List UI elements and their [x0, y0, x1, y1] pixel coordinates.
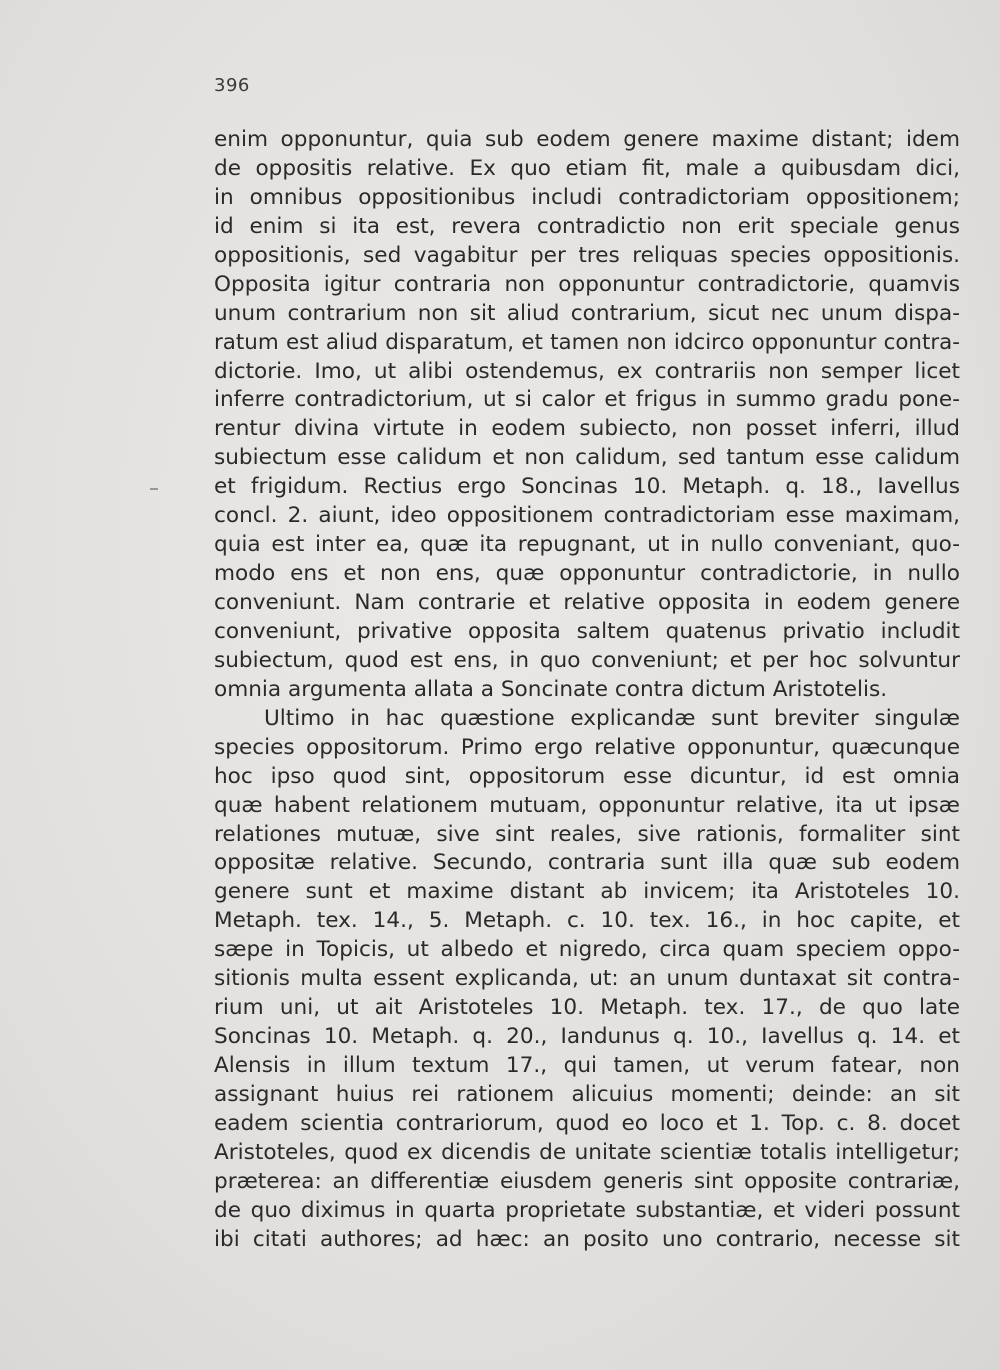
text-line: Metaph. tex. 14., 5. Metaph. c. 10. tex. 16., in hoc capite, et	[214, 908, 960, 934]
text-line: præterea: an differentiæ eiusdem generis sint opposite contrariæ,	[214, 1168, 960, 1194]
text-line: conveniunt. Nam contrarie et relative opposita in eodem genere	[214, 590, 960, 615]
text-line: quia est inter ea, quæ ita repugnant, ut in nullo conveniant, quo-	[214, 532, 960, 558]
page-number: 396	[214, 75, 250, 96]
margin-mark	[150, 488, 158, 490]
text-line: et frigidum. Rectius ergo Soncinas 10. Metaph. q. 18., Iavellus	[214, 474, 960, 500]
text-line: Soncinas 10. Metaph. q. 20., Iandunus q. 10., Iavellus q. 14. et	[214, 1024, 960, 1050]
text-line: eadem scientia contrariorum, quod eo loco et 1. Top. c. 8. docet	[214, 1110, 960, 1136]
text-line: inferre contradictorium, ut si calor et frigus in summo gradu pone-	[214, 387, 960, 413]
text-line: hoc ipso quod sint, oppositorum esse dicuntur, id est omnia	[214, 763, 960, 789]
text-line: quæ habent relationem mutuam, opponuntur relative, ita ut ipsæ	[214, 792, 960, 818]
text-line: genere sunt et maxime distant ab invicem; ita Aristoteles 10.	[214, 879, 960, 905]
text-line: dictorie. Imo, ut alibi ostendemus, ex contrariis non semper licet	[214, 358, 960, 384]
body-text	[214, 126, 960, 1255]
paragraph-end-line: omnia argumenta allata a Soncinate contra dictum Aristotelis.	[214, 676, 888, 702]
text-line: rium uni, ut ait Aristoteles 10. Metaph. tex. 17., de quo late	[214, 995, 960, 1021]
text-line: sitionis multa essent explicanda, ut: an unum duntaxat sit contra-	[214, 966, 960, 992]
text-line: de oppositis relative. Ex quo etiam fit, male a quibusdam dici,	[214, 155, 960, 181]
text-line: Opposita igitur contraria non opponuntur contradictorie, quamvis	[214, 271, 960, 297]
text-line: rentur divina virtute in eodem subiecto, non posset inferri, illud	[214, 416, 960, 442]
text-line: relationes mutuæ, sive sint reales, sive rationis, formaliter sint	[214, 821, 960, 847]
text-line: Aristoteles, quod ex dicendis de unitate scientiæ totalis intelligetur;	[214, 1139, 960, 1165]
text-line: sæpe in Topicis, ut albedo et nigredo, circa quam speciem oppo-	[214, 937, 960, 963]
text-line: ratum est aliud disparatum, et tamen non idcirco opponuntur contra-	[214, 329, 960, 355]
text-line: oppositionis, sed vagabitur per tres reliquas species oppositionis.	[214, 242, 960, 268]
text-line: assignant huius rei rationem alicuius momenti; deinde: an sit	[214, 1081, 960, 1107]
text-line: concl. 2. aiunt, ideo oppositionem contradictoriam esse maximam,	[214, 503, 960, 529]
paragraph-start-line: Ultimo in hac quæstione explicandæ sunt breviter singulæ	[264, 705, 960, 731]
text-line: de quo diximus in quarta proprietate substantiæ, et videri possunt	[214, 1197, 960, 1223]
text-line: subiectum esse calidum et non calidum, sed tantum esse calidum	[214, 445, 960, 471]
text-line: unum contrarium non sit aliud contrarium, sicut nec unum dispa-	[214, 300, 960, 326]
text-line: modo ens et non ens, quæ opponuntur contradictorie, in nullo	[214, 561, 960, 587]
text-line: id enim si ita est, revera contradictio non erit speciale genus	[214, 213, 960, 239]
text-line: enim opponuntur, quia sub eodem genere maxime distant; idem	[214, 127, 960, 152]
text-line: in omnibus oppositionibus includi contradictoriam oppositionem;	[214, 184, 960, 210]
text-line: species oppositorum. Primo ergo relative opponuntur, quæcunque	[214, 734, 960, 760]
text-line: ibi citati authores; ad hæc: an posito uno contrario, necesse sit	[214, 1226, 960, 1252]
text-line: subiectum, quod est ens, in quo conveniunt; et per hoc solvuntur	[214, 647, 960, 673]
text-line: conveniunt, privative opposita saltem quatenus privatio includit	[214, 618, 960, 644]
text-line: oppositæ relative. Secundo, contraria sunt illa quæ sub eodem	[214, 850, 960, 876]
text-line: Alensis in illum textum 17., qui tamen, ut verum fatear, non	[214, 1053, 960, 1078]
